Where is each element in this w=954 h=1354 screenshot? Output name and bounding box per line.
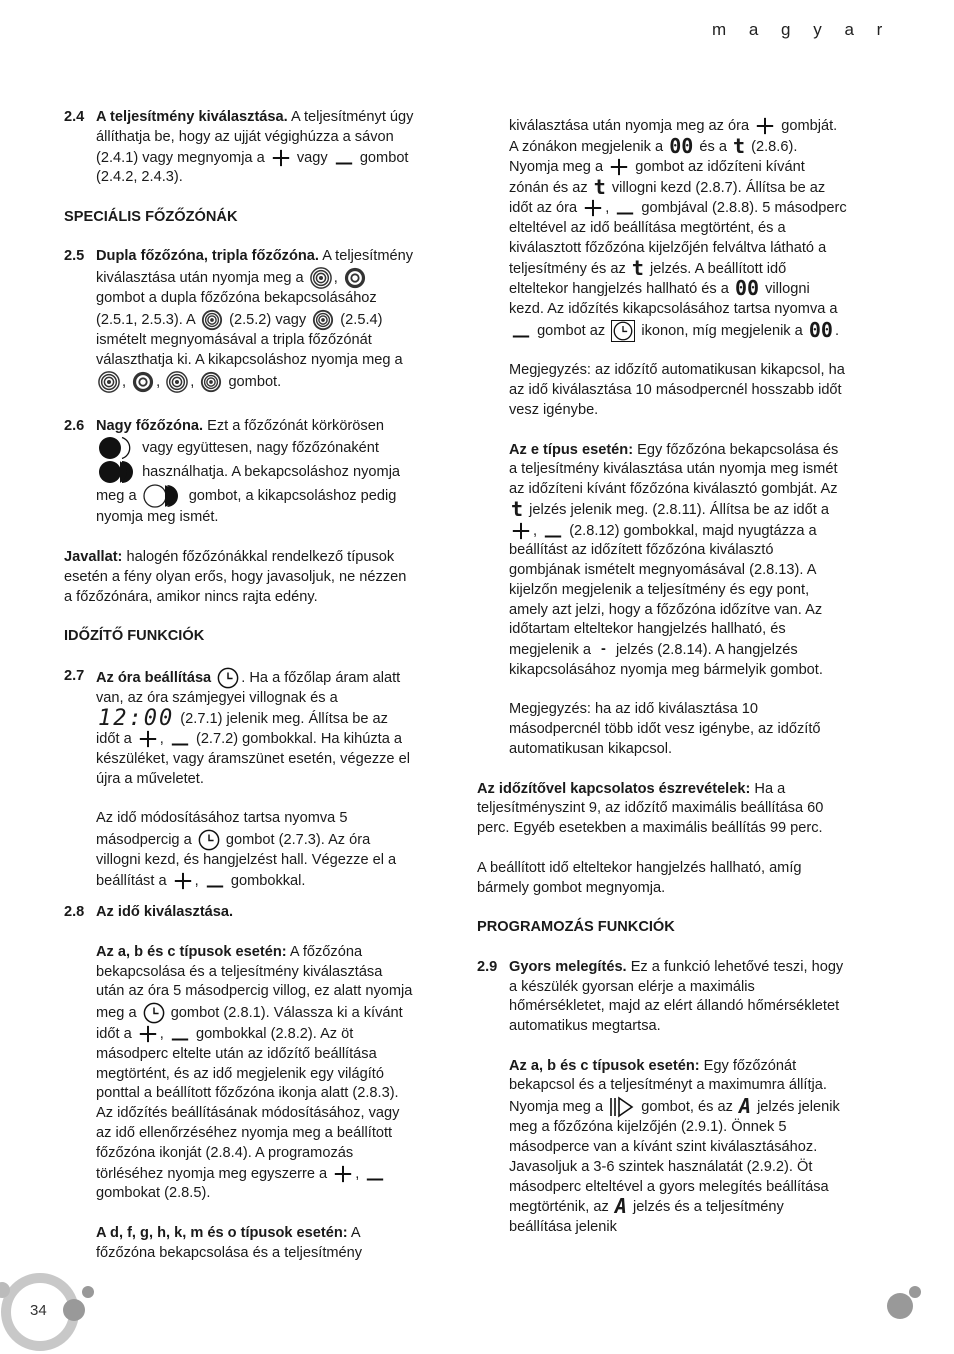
body-text: és a <box>699 138 727 155</box>
large-zone-icon <box>143 484 183 508</box>
body-text: gombját. A zónákon megjelenik a <box>509 117 838 155</box>
zeros-display: 00 <box>669 133 694 158</box>
plus-icon <box>271 148 291 168</box>
body-text: , <box>355 1165 360 1182</box>
body-text: Az idő módosításához tartsa nyomva 5 másodpercig a <box>96 810 348 848</box>
body-text: jelzés jelenik meg a főzőzóna kijelzőjén (2.9.1). Önnek 5 másodperce van a kívánt szint kiválasztásához. Javasoljuk a 3-6 szintek használatát (2.9.2). Öt másodperc elteltével a gyors melegítés beállítása megtörténik, az <box>509 1099 840 1216</box>
body-text: , <box>156 373 161 390</box>
minus-icon <box>170 729 190 749</box>
section-number: 2.8 <box>64 904 85 921</box>
minus-icon <box>170 1024 190 1044</box>
tip-paragraph <box>64 548 414 607</box>
body-text: Ez a funkció lehetővé teszi, hogy a készülék gyorsan elérje a maximális hőmérsékletet, majd az elért állandó hőmérsékletet automatikus megtartsa. <box>509 958 844 1035</box>
plus-icon <box>511 521 531 541</box>
body-text: jelzés. A beállított idő elteltekor hangjelzés hallható és a <box>509 260 787 298</box>
body-text: gombjával (2.8.8). 5 másodperc elteltével az idő beállítása megtörtént, és a kiválasztott főzőzóna kijelzőjén felváltva látható a teljesítmény és az <box>509 200 847 277</box>
triple-ring-icon <box>98 371 120 393</box>
body-text: Ha a teljesítményszint 9, az időzítő maximális beállítása 60 perc. Egyéb esetekben a maximális beállítás 99 perc. <box>477 780 824 837</box>
section-number: 2.4 <box>64 109 85 125</box>
plus-icon <box>583 198 603 218</box>
body-text: gombot, és az <box>641 1099 733 1116</box>
plus-icon <box>609 157 629 177</box>
clock-icon <box>143 1002 165 1024</box>
body-text: gombot (2.8.1). Válassza ki a kívánt időt a <box>96 1005 403 1043</box>
double-ring-icon <box>310 267 332 289</box>
body-text: . Ha a főzőlap áram alatt van, az óra számjegyei villognak és a <box>96 669 401 706</box>
body-text: (2.5.2) vagy <box>229 311 307 328</box>
double-ring-icon <box>344 267 366 289</box>
body-text: gombot, a kikapcsoláshoz pedig nyomja meg ismét. <box>96 488 397 526</box>
body-text: jelzés jelenik meg. (2.8.11). Állítsa be az időt a <box>529 501 829 518</box>
body-text: , <box>159 1026 164 1043</box>
body-text: A főzőzóna bekapcsolása és a teljesítmény kiválasztása után az óra 5 másodpercig villog, ez alatt nyomja meg a <box>96 943 413 1022</box>
boost-icon <box>609 1096 635 1118</box>
body-text: , <box>533 522 538 539</box>
body-text: (2.8.6). Nyomja meg a <box>509 138 798 176</box>
body-text: Egy főzőzónát bekapcsol és a teljesítményt a maximumra állítja. Nyomja meg a <box>509 1057 827 1116</box>
body-text: vagy <box>296 149 328 166</box>
body-text: A teljesítmény kiválasztása után nyomja meg a <box>96 248 414 287</box>
body-text: , <box>194 872 199 889</box>
body-text: gombot (2.7.3). Az óra villogni kezd, és hangjelzést hall. Végezze el a beállítást a <box>96 831 397 889</box>
a-symbol-display: A <box>614 1194 627 1219</box>
body-text: gombot az <box>537 322 606 339</box>
minus-icon <box>615 198 635 218</box>
plus-icon <box>138 1024 158 1044</box>
body-text: , <box>333 270 338 287</box>
large-zone-icon <box>98 460 136 484</box>
triple-ring-icon <box>201 309 223 331</box>
body-text: , <box>122 373 127 390</box>
triple-ring-icon <box>166 371 188 393</box>
minus-icon <box>205 871 225 891</box>
section-title: Gyors melegítés. <box>509 958 627 975</box>
large-zone-icon <box>98 436 136 460</box>
page-number: 34 <box>30 1302 47 1319</box>
heading-programming: PROGRAMOZÁS FUNKCIÓK <box>477 919 675 936</box>
body-text: gombokkal (2.8.2). Az öt másodperc eltelte után az időzítő beállítása megtörtént, és az idő megjelenik egy világító ponttal a beállított főzőzóna ikonja alatt (2.8.3). Az időzítés beállításának módosításához, vagy az idő ellenőrzéséhez nyomja meg a beállított főzőzóna ikonját (2.8.4). A programozás törléséhez nyomja meg egyszerre a <box>96 1026 400 1182</box>
section-2-7 <box>64 667 414 892</box>
body-text: villogni kezd. Az időzítés kikapcsolásához tartsa nyomva a <box>509 281 838 317</box>
minus-icon <box>511 321 531 341</box>
heading-timer: IDŐZÍTŐ FUNKCIÓK <box>64 628 205 645</box>
body-text: (2.5.4) ismételt megnyomásával a tripla főzőzónát választhatja ki. A kikapcsoláshoz nyomja meg a <box>96 311 403 368</box>
language-label: m a g y a r <box>712 20 892 39</box>
section-title: Dupla főzőzóna, tripla főzőzóna. <box>96 248 319 265</box>
section-title: A teljesítmény kiválasztása. <box>96 109 288 125</box>
footer-ring-decoration <box>0 1270 100 1354</box>
body-text: gombokat (2.8.5). <box>96 1185 211 1202</box>
beep-paragraph: A beállított idő elteltekor hangjelzés hallható, amíg bármely gombot megnyomja. <box>477 859 802 896</box>
body-text: (2.7.1) jelenik meg. Állítsa be az időt a <box>96 710 388 748</box>
t-symbol-display: t <box>631 255 644 280</box>
section-title: Nagy főzőzóna. <box>96 417 204 434</box>
section-number: 2.7 <box>64 667 85 684</box>
body-text: gombot (2.4.2, 2.4.3). <box>96 149 409 186</box>
tip-text: halogén főzőzónákkal rendelkező típusok esetén a fény olyan erős, hogy javasoljuk, ne nézzen a főzőzónára, amikor nincs rajta edény. <box>64 549 407 605</box>
body-text: A teljesítményt úgy állíthatja be, hogy az ujját végighúzza a sávon (2.4.1) vagy megnyomja a <box>96 109 414 166</box>
body-text: vagy együttesen, nagy főzőzónaként <box>142 440 379 457</box>
section-2-8 <box>64 903 414 1263</box>
body-text: gombot. <box>228 373 282 390</box>
double-ring-icon <box>132 371 154 393</box>
body-text: (2.7.2) gombokkal. Ha kihúzta a készüléket, vagy áramszünet esetén, végezze el újra a műveletet. <box>96 731 410 787</box>
heading-special-zones: SPECIÁLIS FŐZŐZÓNÁK <box>64 208 238 225</box>
a-symbol-display: A <box>738 1094 751 1119</box>
body-text: . <box>834 322 839 339</box>
section-2-5 <box>64 247 414 392</box>
footer-dot-decoration <box>884 1282 924 1322</box>
plus-icon <box>173 871 193 891</box>
subheading: Az e típus esetén: <box>509 441 634 458</box>
right-column <box>477 116 847 1258</box>
subheading: Az a, b és c típusok esetén: <box>96 943 287 960</box>
body-text: gombot az időzíteni kívánt zónán és az <box>509 159 805 196</box>
subheading: Az időzítővel kapcsolatos észrevételek: <box>477 780 751 797</box>
minus-icon <box>365 1164 385 1184</box>
subheading: Az a, b és c típusok esetén: <box>509 1057 700 1074</box>
plus-icon <box>138 729 158 749</box>
clock-icon <box>611 320 635 342</box>
section-number: 2.9 <box>477 958 498 975</box>
triple-ring-icon <box>200 371 222 393</box>
note-paragraph: Megjegyzés: ha az idő kiválasztása 10 másodpercnél több időt vesz igénybe, az időzítő automatikusan kikapcsol. <box>509 701 821 757</box>
minus-icon <box>543 521 563 541</box>
t-symbol-display: t <box>733 133 746 158</box>
plus-icon <box>333 1164 353 1184</box>
section-number: 2.6 <box>64 417 85 434</box>
body-text: jelzés és a teljesítmény beállítása jelenik <box>509 1199 784 1236</box>
body-text: (2.8.12) gombokkal, majd nyugtázza a beállítást az időzített főzőzóna kiválasztó gombjának ismételt megnyomásával (2.8.13). A kijelzőn megjelenik a teljesítmény és egy pont, amely azt jelzi, hogy a főzőzóna időzítve van. Az időtartam elteltekor hangjelzés hallható, és megjelenik a <box>509 522 823 658</box>
clock-icon <box>198 829 220 851</box>
note-paragraph: Megjegyzés: az időzítő automatikusan kikapcsol, ha az idő kiválasztása 10 másodpercnél hosszabb időt vesz igénybe. <box>509 362 845 418</box>
zeros-display: 00 <box>734 276 760 301</box>
section-number: 2.5 <box>64 248 85 265</box>
body-text: gombot a dupla főzőzóna bekapcsolásához (2.5.1, 2.5.3). A <box>96 290 377 328</box>
subheading: A d, f, g, h, k, m és o típusok esetén: <box>96 1224 348 1241</box>
clock-icon <box>217 667 239 689</box>
zeros-display: 00 <box>808 317 833 342</box>
body-text: ikonon, míg megjelenik a <box>641 322 803 339</box>
t-symbol-display: t <box>511 496 524 521</box>
minus-icon <box>334 148 354 168</box>
clock-display: 12:00 <box>98 705 175 731</box>
body-text: gombokkal. <box>230 872 306 889</box>
section-title: Az idő kiválasztása. <box>96 904 234 921</box>
body-text: jelzés (2.8.14). A hangjelzés kikapcsolásához nyomja meg bármelyik gombot. <box>509 641 823 678</box>
body-text: , <box>190 373 195 390</box>
body-text: , <box>159 731 164 748</box>
timer-observations <box>477 780 847 839</box>
section-2-9 <box>477 958 847 1238</box>
body-text: , <box>605 200 610 217</box>
tip-label: Javallat: <box>64 549 123 566</box>
body-text: használhatja. A bekapcsoláshoz nyomja meg a <box>96 464 401 505</box>
section-title: Az óra beállítása <box>96 669 212 686</box>
t-symbol-display: t <box>593 174 606 199</box>
body-text: Ezt a főzőzónát körkörösen <box>207 417 384 434</box>
body-text: Egy főzőzóna bekapcsolása és a teljesítmény kiválasztása után nyomja meg ismét az időzíteni kívánt főzőzóna kiválasztó gombját. Az <box>509 441 839 498</box>
body-text: villogni kezd (2.8.7). Állítsa be az időt az óra <box>509 179 826 217</box>
body-text: A főzőzóna bekapcsolása és a teljesítmény <box>96 1224 363 1261</box>
plus-icon <box>755 116 775 136</box>
section-2-6 <box>64 417 414 529</box>
section-2-4 <box>64 108 414 188</box>
dash-display: - <box>601 641 606 658</box>
left-column <box>64 108 414 1283</box>
body-text: kiválasztása után nyomja meg az óra <box>509 117 750 134</box>
triple-ring-icon <box>312 309 334 331</box>
